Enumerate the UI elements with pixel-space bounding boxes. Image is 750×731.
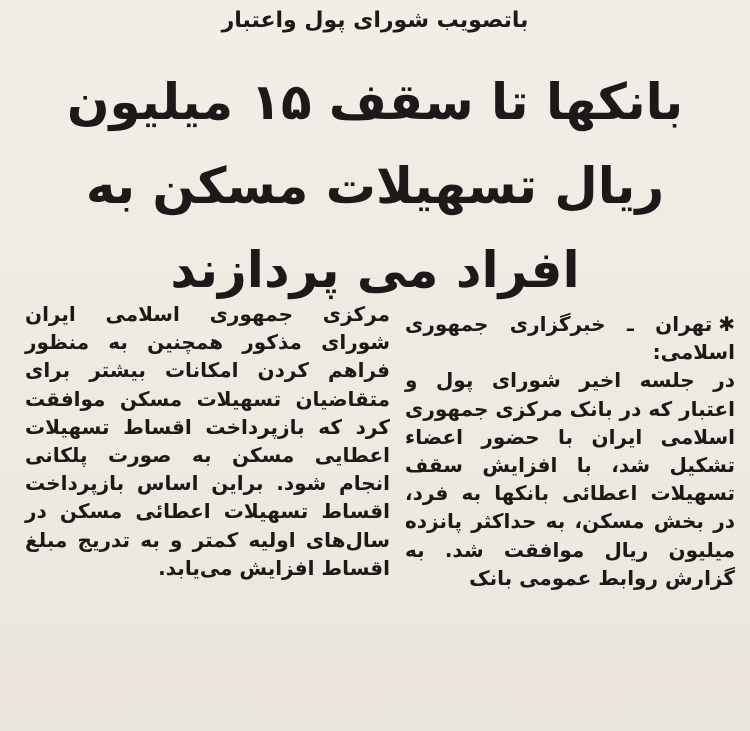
- right-column-text: در جلسه اخیر شورای پول و اعتبار که در بانک مرکزی جمهوری اسلامی ایران با حضور اعضاء تشکیل شد، با افزایش سقف تسهیلات اعطائی بانکها به فرد، در بخش مسکن، به حداکثر پانزده میلیون ریال موافقت شد. به گزارش روابط عمومی بانک: [405, 368, 735, 590]
- headline: بانکها تا سقف ۱۵ میلیون ریال تسهیلات مسکن به افراد می پردازند: [66, 73, 684, 299]
- left-column-text: مرکزی جمهوری اسلامی ایران شورای مذکور همچنین به منظور فراهم کردن امکانات بیشتر برای متقاضیان تسهیلات مسکن موافقت کرد که بازپرداخت اقساط تسهیلات اعطایی مسکن به صورت پلکانی انجام شود. براین اساس بازپرداخت اقساط تسهیلات اعطائی مسکن در سال‌های اولیه کمتر و به تدریج مبلغ اقساط افزایش می‌یابد.: [25, 302, 390, 580]
- left-column: [25, 300, 390, 582]
- dateline-text: تهران ـ خبرگزاری جمهوری اسلامی:: [405, 312, 735, 365]
- dateline: [405, 310, 735, 366]
- right-column: [405, 310, 735, 592]
- kicker-line: باتصویب شورای پول واعتبار: [221, 8, 529, 33]
- star-icon: ✱: [718, 312, 735, 336]
